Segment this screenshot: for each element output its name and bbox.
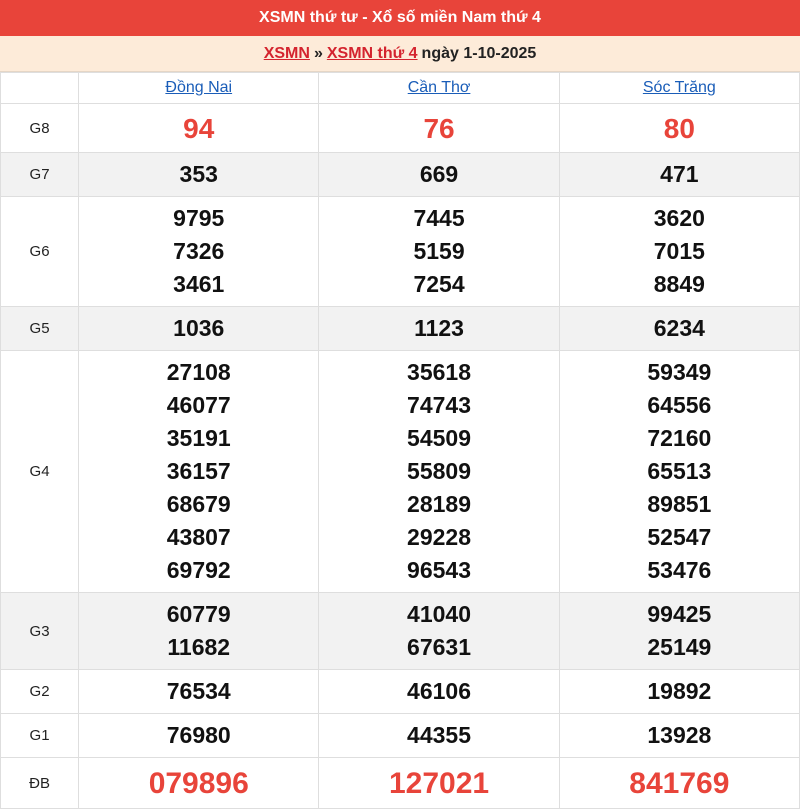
prize-number: 76 [423, 112, 455, 144]
prize-number: 96543 [407, 557, 472, 583]
prize-cell [319, 714, 559, 758]
prize-cell [559, 593, 799, 670]
prize-number: 13928 [647, 722, 712, 748]
prize-row-g3 [1, 593, 800, 670]
prize-row-g4 [1, 351, 800, 593]
prize-cell [79, 307, 319, 351]
prize-number: 43807 [166, 524, 231, 550]
prize-cell [79, 593, 319, 670]
prize-number: 54509 [407, 425, 472, 451]
prize-cell [79, 197, 319, 307]
prize-number: 8849 [653, 271, 705, 297]
prize-number: 11682 [167, 634, 231, 660]
prize-number: 59349 [647, 359, 712, 385]
prize-label: G4 [1, 351, 79, 593]
prize-number: 079896 [148, 766, 249, 800]
prize-cell [79, 670, 319, 714]
prize-cell [79, 714, 319, 758]
prize-number: 669 [419, 161, 459, 187]
province-header [559, 73, 799, 104]
prize-number: 3461 [173, 271, 225, 297]
prize-number: 353 [179, 161, 218, 187]
prize-label: ĐB [1, 758, 79, 809]
province-header-row [1, 73, 800, 104]
prize-cell [559, 670, 799, 714]
prize-number: 60779 [166, 601, 231, 627]
prize-cell [319, 197, 559, 307]
province-link-can-tho[interactable]: Cần Thơ [407, 79, 471, 96]
prize-cell [79, 153, 319, 197]
prize-cell [79, 351, 319, 593]
prize-cell [559, 758, 799, 809]
prize-cell [319, 104, 559, 153]
header-empty-cell [1, 73, 79, 104]
prize-number: 94 [183, 112, 215, 144]
breadcrumb-link-xsmn-thu-4[interactable]: XSMN thứ 4 [326, 44, 418, 62]
prize-number: 9795 [173, 205, 225, 231]
prize-cell [559, 307, 799, 351]
prize-cell [79, 104, 319, 153]
prize-number: 41040 [407, 601, 472, 627]
prize-label: G7 [1, 153, 79, 197]
province-link-dong-nai[interactable]: Đồng Nai [165, 79, 233, 96]
prize-number: 1036 [173, 315, 225, 341]
prize-number: 64556 [647, 392, 712, 418]
prize-cell [559, 153, 799, 197]
prize-number: 44355 [407, 722, 472, 748]
prize-label: G1 [1, 714, 79, 758]
prize-number: 7015 [653, 238, 705, 264]
prize-cell [559, 351, 799, 593]
prize-number: 841769 [629, 766, 730, 800]
prize-cell [319, 307, 559, 351]
prize-cell [79, 758, 319, 809]
prize-number: 55809 [407, 458, 472, 484]
prize-row-g2 [1, 670, 800, 714]
prize-number: 471 [660, 161, 699, 187]
breadcrumb-date: ngày 1-10-2025 [421, 44, 537, 62]
prize-row-g7 [1, 153, 800, 197]
breadcrumb-link-xsmn[interactable]: XSMN [263, 44, 310, 62]
prize-cell [559, 104, 799, 153]
prize-number: 52547 [647, 524, 712, 550]
page-title: XSMN thứ tư - Xổ số miền Nam thứ 4 [0, 0, 800, 36]
prize-number: 1123 [414, 315, 464, 341]
prize-number: 7254 [413, 271, 465, 297]
breadcrumb [0, 36, 800, 72]
prize-number: 72160 [647, 425, 712, 451]
prize-label: G5 [1, 307, 79, 351]
province-header [319, 73, 559, 104]
prize-label: G8 [1, 104, 79, 153]
province-header [79, 73, 319, 104]
prize-label: G2 [1, 670, 79, 714]
results-table [0, 72, 800, 809]
prize-row-g8 [1, 104, 800, 153]
prize-number: 68679 [166, 491, 231, 517]
prize-cell [319, 153, 559, 197]
prize-number: 89851 [647, 491, 712, 517]
prize-cell [559, 197, 799, 307]
prize-number: 19892 [647, 678, 712, 704]
prize-number: 76534 [166, 678, 231, 704]
prize-number: 35618 [407, 359, 472, 385]
prize-number: 7445 [413, 205, 465, 231]
prize-row-g5 [1, 307, 800, 351]
prize-number: 69792 [166, 557, 231, 583]
prize-label: G6 [1, 197, 79, 307]
prize-cell [319, 593, 559, 670]
prize-number: 27108 [166, 359, 231, 385]
prize-number: 28189 [407, 491, 472, 517]
prize-number: 46077 [166, 392, 231, 418]
prize-row-special [1, 758, 800, 809]
prize-number: 29228 [407, 524, 472, 550]
prize-number: 65513 [647, 458, 712, 484]
prize-number: 99425 [647, 601, 712, 627]
prize-number: 3620 [653, 205, 705, 231]
prize-number: 46106 [407, 678, 472, 704]
prize-cell [319, 758, 559, 809]
prize-number: 25149 [647, 634, 712, 660]
prize-cell [559, 714, 799, 758]
prize-cell [319, 351, 559, 593]
prize-number: 76980 [166, 722, 231, 748]
prize-label: G3 [1, 593, 79, 670]
prize-number: 127021 [388, 766, 490, 800]
prize-number: 5159 [413, 238, 465, 264]
prize-number: 67631 [407, 634, 472, 660]
prize-number: 53476 [647, 557, 712, 583]
prize-number: 36157 [166, 458, 231, 484]
prize-number: 35191 [166, 425, 231, 451]
province-link-soc-trang[interactable]: Sóc Trăng [642, 79, 716, 96]
breadcrumb-separator: » [313, 44, 323, 62]
prize-number: 7326 [173, 238, 225, 264]
prize-row-g1 [1, 714, 800, 758]
prize-cell [319, 670, 559, 714]
prize-number: 74743 [407, 392, 472, 418]
prize-number: 6234 [653, 315, 705, 341]
prize-row-g6 [1, 197, 800, 307]
prize-number: 80 [663, 112, 695, 144]
